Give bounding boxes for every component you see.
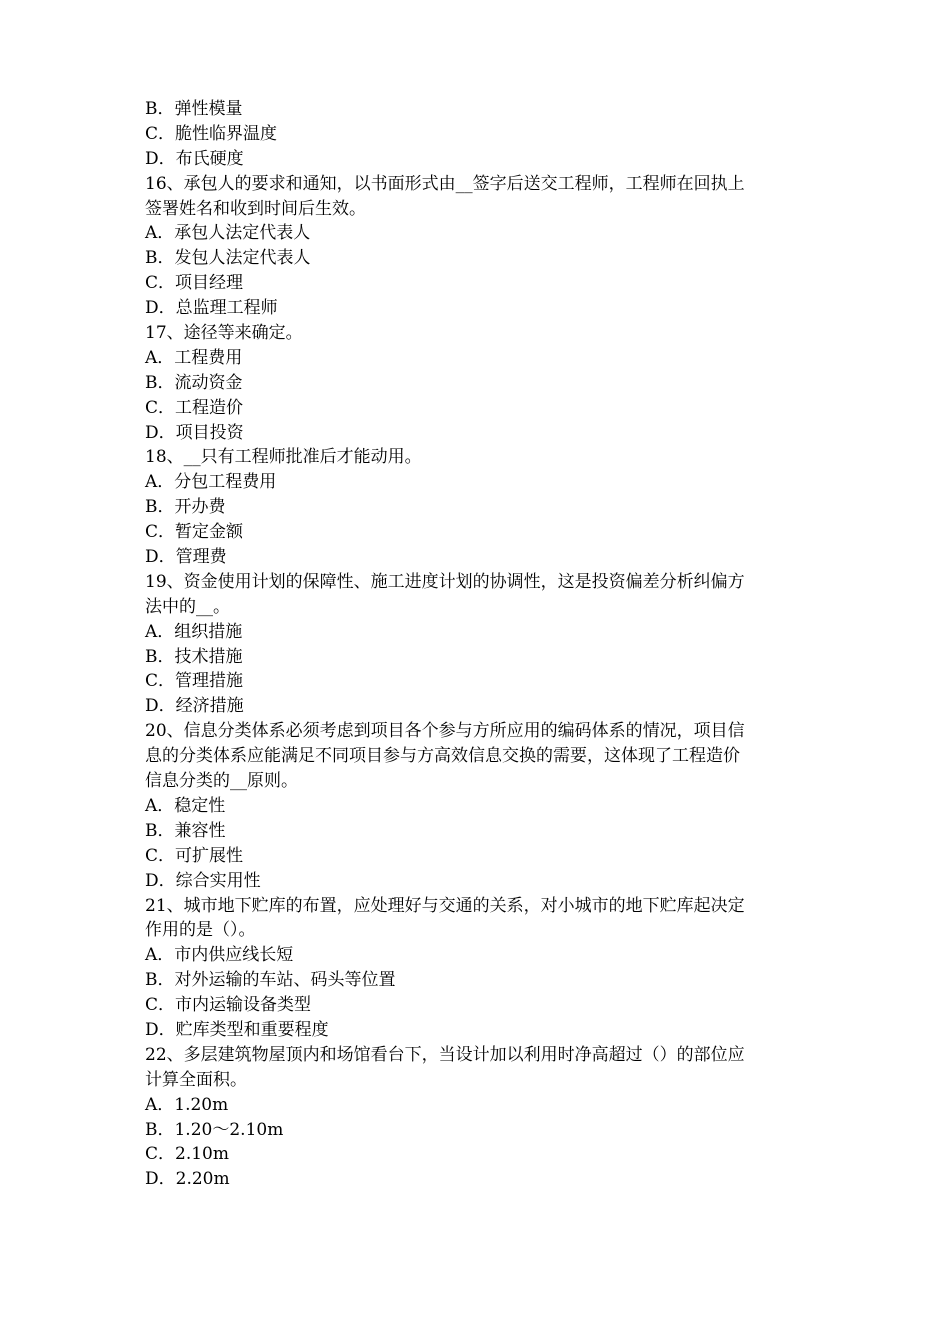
question-20 <box>145 719 817 893</box>
option-a: A．工程费用 <box>145 347 243 368</box>
option-b: B．流动资金 <box>145 372 243 393</box>
option-b: B．对外运输的车站、码头等位置 <box>145 970 396 991</box>
question-text-line: 息的分类体系应能满足不同项目参与方高效信息交换的需要，这体现了工程造价 <box>145 746 740 767</box>
option-a: A．承包人法定代表人 <box>145 223 311 244</box>
option-d: D．贮库类型和重要程度 <box>145 1019 329 1040</box>
question-text-line: 16、承包人的要求和通知，以书面形式由__签字后送交工程师，工程师在回执上 <box>145 173 745 194</box>
option-c: C．2.10m <box>145 1144 229 1165</box>
option-b: B．兼容性 <box>145 820 226 841</box>
option-a: A．稳定性 <box>145 795 226 816</box>
question-text-line: 签署姓名和收到时间后生效。 <box>145 198 366 219</box>
question-17 <box>145 321 817 445</box>
option-a: A．分包工程费用 <box>145 472 277 493</box>
option-d: D．总监理工程师 <box>145 298 278 319</box>
question-18 <box>145 445 817 569</box>
option-d: D．综合实用性 <box>145 870 261 891</box>
option-b: B．1.20～2.10m <box>145 1119 284 1140</box>
question-text-line: 作用的是（）。 <box>145 920 256 941</box>
option-b: B．弹性模量 <box>145 99 243 119</box>
option-c: C．市内运输设备类型 <box>145 995 312 1016</box>
option-c: C．工程造价 <box>145 397 244 418</box>
question-text-line: 18、__只有工程师批准后才能动用。 <box>145 447 422 468</box>
question-16 <box>145 172 817 321</box>
question-text-line: 法中的__。 <box>145 596 230 617</box>
question-21 <box>145 894 817 1043</box>
option-b: B．发包人法定代表人 <box>145 248 311 269</box>
question-19 <box>145 570 817 719</box>
option-b: B．技术措施 <box>145 646 243 667</box>
option-c: C．脆性临界温度 <box>145 123 278 144</box>
option-a: A．1.20m <box>145 1094 229 1115</box>
option-d: D．布氏硬度 <box>145 148 244 169</box>
option-a: A．组织措施 <box>145 621 243 642</box>
lead-options <box>145 97 817 172</box>
option-d: D．项目投资 <box>145 422 244 443</box>
option-c: C．暂定金额 <box>145 522 244 543</box>
question-text-line: 计算全面积。 <box>145 1069 247 1090</box>
question-text-line: 20、信息分类体系必须考虑到项目各个参与方所应用的编码体系的情况，项目信 <box>145 721 745 742</box>
option-a: A．市内供应线长短 <box>145 945 294 966</box>
option-d: D．经济措施 <box>145 696 244 717</box>
question-text-line: 17、途径等来确定。 <box>145 323 303 344</box>
option-b: B．开办费 <box>145 497 226 518</box>
question-text-line: 22、多层建筑物屋顶内和场馆看台下，当设计加以利用时净高超过（）的部位应 <box>145 1044 745 1065</box>
question-22 <box>145 1043 817 1192</box>
option-d: D．管理费 <box>145 547 227 568</box>
option-c: C．管理措施 <box>145 671 244 692</box>
document-page <box>145 97 817 1192</box>
question-text-line: 21、城市地下贮库的布置，应处理好与交通的关系，对小城市的地下贮库起决定 <box>145 895 745 916</box>
question-text-line: 信息分类的__原则。 <box>145 771 298 792</box>
option-c: C．项目经理 <box>145 273 244 294</box>
option-d: D．2.20m <box>145 1169 230 1190</box>
option-c: C．可扩展性 <box>145 845 244 866</box>
question-text-line: 19、资金使用计划的保障性、施工进度计划的协调性，这是投资偏差分析纠偏方 <box>145 571 745 592</box>
